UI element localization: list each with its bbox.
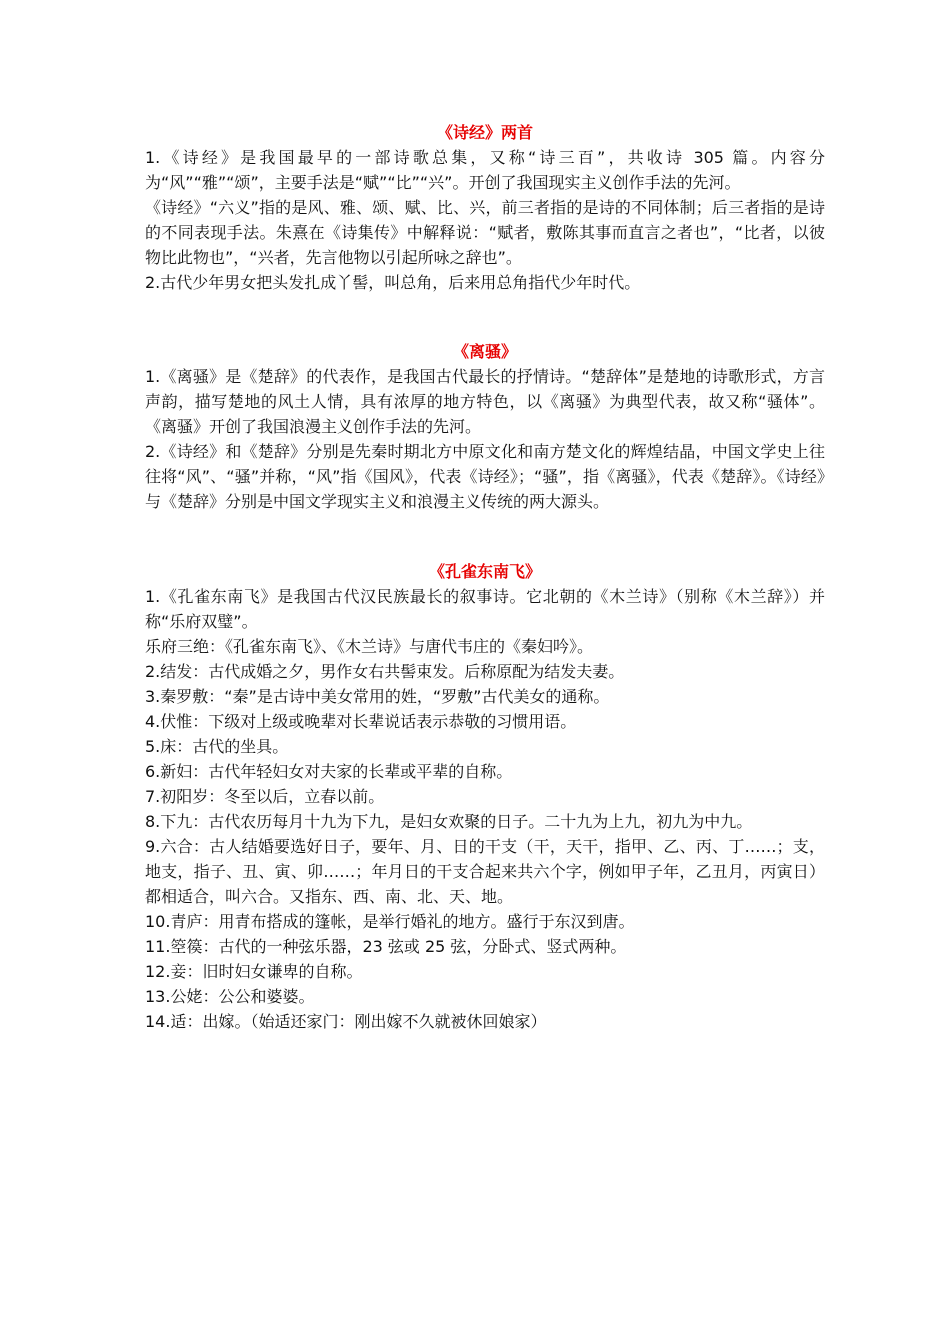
paragraph: 1.《孔雀东南飞》是我国古代汉民族最长的叙事诗。它北朝的《木兰诗》（别称《木兰辞》）并称“乐府双璧”。: [145, 587, 825, 631]
section-spacer: [145, 514, 825, 559]
paragraph: 2.古代少年男女把头发扎成丫髻，叫总角，后来用总角指代少年时代。: [145, 273, 641, 292]
paragraph: 3.秦罗敷：“秦”是古诗中美女常用的姓，“罗敷”古代美女的通称。: [145, 687, 610, 706]
paragraph: 9.六合：古人结婚要选好日子，要年、月、日的干支（干，天干，指甲、乙、丙、丁……；支，地支，指子、丑、寅、卯……；年月日的干支合起来共六个字，例如甲子年，乙丑月，丙寅日）都相适合，叫六合。又指东、西、南、北、天、地。: [145, 837, 825, 906]
paragraph: 8.下九：古代农历每月十九为下九，是妇女欢聚的日子。二十九为上九，初九为中九。: [145, 812, 753, 831]
paragraph: 乐府三绝：《孔雀东南飞》、《木兰诗》与唐代韦庄的《秦妇吟》。: [145, 637, 594, 656]
paragraph: 2.《诗经》和《楚辞》分别是先秦时期北方中原文化和南方楚文化的辉煌结晶，中国文学史上往往将“风”、“骚”并称，“风”指《国风》，代表《诗经》；“骚”，指《离骚》，代表《楚辞》。《诗经》与《楚辞》分别是中国文学现实主义和浪漫主义传统的两大源头。: [145, 442, 825, 511]
section-lisao: [145, 339, 825, 514]
section-title: 《孔雀东南飞》: [428, 562, 541, 581]
paragraph: 2.结发：古代成婚之夕，男作女右共髻束发。后称原配为结发夫妻。: [145, 662, 625, 681]
paragraph: 11.箜篌：古代的一种弦乐器，23 弦或 25 弦，分卧式、竖式两种。: [145, 937, 627, 956]
paragraph: 1.《诗经》是我国最早的一部诗歌总集，又称“诗三百”，共收诗 305 篇。内容分为“风”“雅”“颂”，主要手法是“赋”“比”“兴”。开创了我国现实主义创作手法的先河。: [145, 148, 825, 192]
paragraph: 4.伏惟：下级对上级或晚辈对长辈说话表示恭敬的习惯用语。: [145, 712, 577, 731]
section-kongque: [145, 559, 825, 1034]
paragraph: 12.妾：旧时妇女谦卑的自称。: [145, 962, 363, 981]
paragraph: 1.《离骚》是《楚辞》的代表作，是我国古代最长的抒情诗。“楚辞体”是楚地的诗歌形式，方言声韵，描写楚地的风土人情，具有浓厚的地方特色，以《离骚》为典型代表，故又称“骚体”。《离骚》开创了我国浪漫主义创作手法的先河。: [145, 367, 825, 436]
paragraph: 《诗经》“六义”指的是风、雅、颂、赋、比、兴，前三者指的是诗的不同体制；后三者指的是诗的不同表现手法。朱熹在《诗集传》中解释说：“赋者，敷陈其事而直言之者也”，“比者，以彼物比此物也”，“兴者，先言他物以引起所咏之辞也”。: [145, 198, 825, 267]
section-shijing: [145, 120, 825, 295]
paragraph: 6.新妇：古代年轻妇女对夫家的长辈或平辈的自称。: [145, 762, 513, 781]
paragraph: 13.公姥：公公和婆婆。: [145, 987, 315, 1006]
paragraph: 14.适：出嫁。（始适还家门：刚出嫁不久就被休回娘家）: [145, 1012, 547, 1031]
section-title: 《离骚》: [452, 342, 517, 361]
paragraph: 10.青庐：用青布搭成的篷帐，是举行婚礼的地方。盛行于东汉到唐。: [145, 912, 635, 931]
section-title: 《诗经》两首: [436, 123, 533, 142]
document-page: [145, 120, 825, 1034]
paragraph: 5.床：古代的坐具。: [145, 737, 289, 756]
paragraph: 7.初阳岁：冬至以后，立春以前。: [145, 787, 385, 806]
section-spacer: [145, 295, 825, 339]
